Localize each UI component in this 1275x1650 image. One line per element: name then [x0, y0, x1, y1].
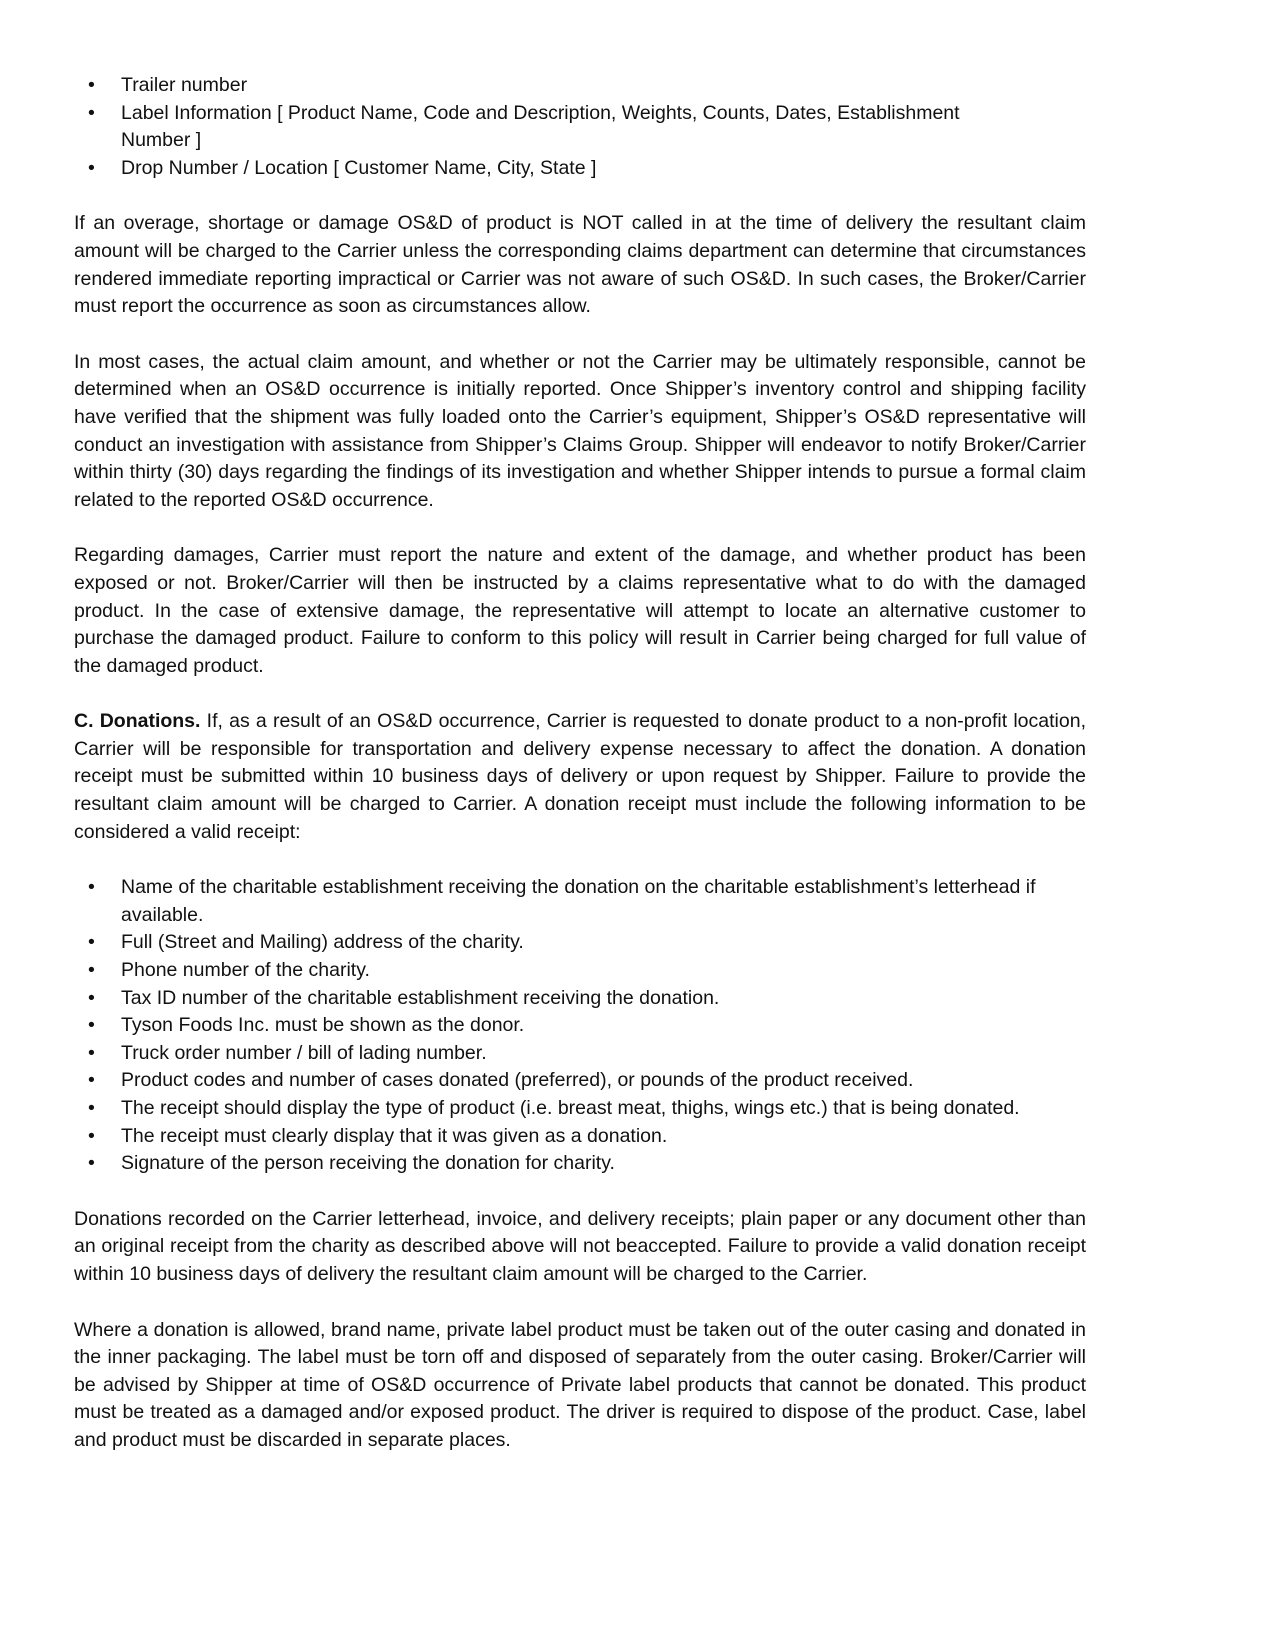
list-item: • Drop Number / Location [ Customer Name, City, State ] [74, 155, 1074, 183]
list-item: • The receipt must clearly display that it was given as a donation. [74, 1123, 1086, 1151]
list-item: • The receipt should display the type of product (i.e. breast meat, thighs, wings etc.) that is being donated. [74, 1095, 1086, 1123]
document-page [74, 72, 1086, 1455]
paragraph-claim-investigation: In most cases, the actual claim amount, and whether or not the Carrier may be ultimately responsible, cannot be determined when an OS&D occurrence is initially reported. Once Shipper’s inventory control and shipping facility have verified that the shipment was fully loaded onto the Carrier’s equipment, Shipper’s OS&D representative will conduct an investigation with assistance from Shipper’s Claims Group. Shipper will endeavor to notify Broker/Carrier within thirty (30) days regarding the findings of its investigation and whether Shipper intends to pursue a formal claim related to the reported OS&D occurrence. [74, 350, 1086, 511]
list-item: • Truck order number / bill of lading number. [74, 1040, 1086, 1068]
list-item: • Trailer number [74, 72, 1074, 100]
list-item: • Label Information [ Product Name, Code and Description, Weights, Counts, Dates, Establishment Number ] [74, 100, 1074, 155]
donation-receipt-list [74, 874, 1086, 1178]
paragraph-invalid-receipts: Donations recorded on the Carrier letterhead, invoice, and delivery receipts; plain paper or any document other than an original receipt from the charity as described above will not beaccepted. Failure to provide a valid donation receipt within 10 business days of delivery the resultant claim amount will be charged to the Carrier. [74, 1207, 1086, 1285]
list-item: • Tax ID number of the charitable establishment receiving the donation. [74, 985, 1086, 1013]
list-item: • Phone number of the charity. [74, 957, 1086, 985]
list-item: • Tyson Foods Inc. must be shown as the donor. [74, 1012, 1086, 1040]
paragraph-damages: Regarding damages, Carrier must report the nature and extent of the damage, and whether product has been exposed or not. Broker/Carrier will then be instructed by a claims representative what to do with the damaged product. In the case of extensive damage, the representative will attempt to locate an alternative customer to purchase the damaged product. Failure to conform to this policy will result in Carrier being charged for full value of the damaged product. [74, 544, 1086, 677]
section-label-donations: C. Donations. [74, 710, 201, 733]
paragraph-donations [74, 708, 1086, 846]
label-info-list [74, 72, 1074, 182]
donations-text: If, as a result of an OS&D occurrence, Carrier is requested to donate product to a non-profit location, Carrier will be responsible for transportation and delivery expense necessary to affect the donation. A donation receipt must be submitted within 10 business days of delivery or upon request by Shipper. Failure to provide the resultant claim amount will be charged to Carrier. A donation receipt must include the following information to be considered a valid receipt: [74, 710, 1086, 843]
list-item: • Signature of the person receiving the donation for charity. [74, 1150, 1086, 1178]
paragraph-private-label: Where a donation is allowed, brand name, private label product must be taken out of the outer casing and donated in the inner packaging. The label must be torn off and disposed of separately from the outer casing. Broker/Carrier will be advised by Shipper at time of OS&D occurrence of Private label products that cannot be donated. This product must be treated as a damaged and/or exposed product. The driver is required to dispose of the product. Case, label and product must be discarded in separate places. [74, 1318, 1086, 1451]
list-item: • Full (Street and Mailing) address of the charity. [74, 929, 1086, 957]
paragraph-osd-reporting: If an overage, shortage or damage OS&D of product is NOT called in at the time of delivery the resultant claim amount will be charged to the Carrier unless the corresponding claims department can determine that circumstances rendered immediate reporting impractical or Carrier was not aware of such OS&D. In such cases, the Broker/Carrier must report the occurrence as soon as circumstances allow. [74, 212, 1086, 318]
list-item: • Product codes and number of cases donated (preferred), or pounds of the product received. [74, 1067, 1086, 1095]
list-item: • Name of the charitable establishment receiving the donation on the charitable establishment’s letterhead if available. [74, 874, 1086, 929]
